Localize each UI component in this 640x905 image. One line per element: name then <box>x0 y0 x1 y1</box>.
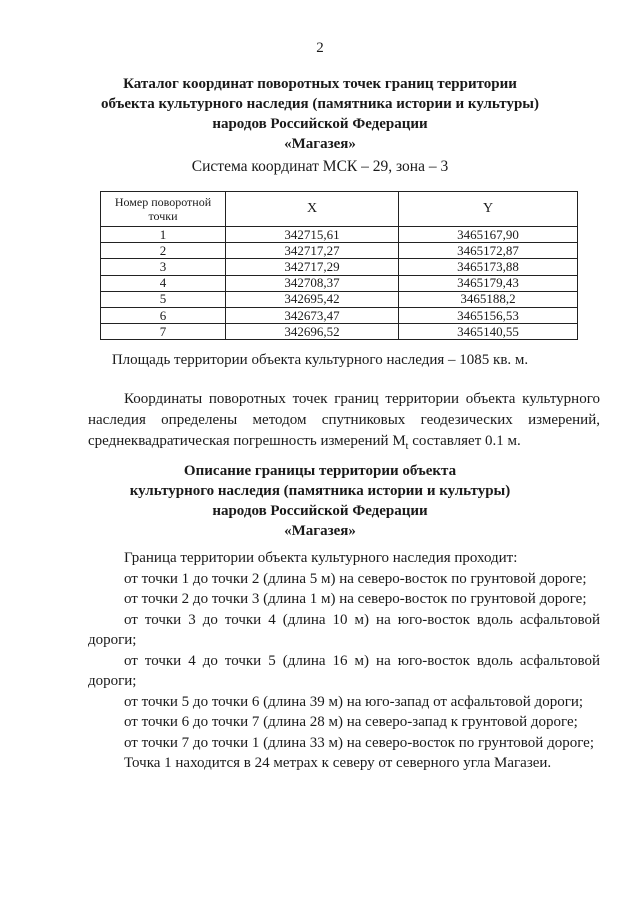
cell-x: 342717,29 <box>226 259 399 275</box>
description-line: от точки 5 до точки 6 (длина 39 м) на юго-запад от асфальтовой дороги; <box>124 693 584 710</box>
table-row <box>101 324 578 340</box>
catalog-title-line: «Магазея» <box>284 136 356 152</box>
accuracy-paragraph <box>88 389 600 457</box>
description-title-line: культурного наследия (памятника истории и культуры) <box>129 483 511 499</box>
description-line: от точки 6 до точки 7 (длина 28 м) на северо-запад к грунтовой дороге; <box>124 714 578 730</box>
description-title-line: «Магазея» <box>284 523 356 539</box>
cell-point: 1 <box>101 227 226 243</box>
table-row <box>101 275 578 291</box>
catalog-title-line: народов Российской Федерации <box>212 116 428 132</box>
coordinates-table <box>100 191 578 340</box>
cell-y: 3465173,88 <box>399 259 578 275</box>
catalog-title <box>0 74 640 154</box>
cell-y: 3465156,53 <box>399 307 578 323</box>
table-row <box>101 227 578 243</box>
cell-x: 342695,42 <box>226 291 399 307</box>
description-line: от точки 2 до точки 3 (длина 1 м) на северо-восток по грунтовой дороге; <box>124 591 587 607</box>
description-line: от точки 7 до точки 1 (длина 33 м) на северо-восток по грунтовой дороге; <box>124 734 594 751</box>
cell-point: 7 <box>101 324 226 340</box>
cell-point: 6 <box>101 307 226 323</box>
cell-y: 3465188,2 <box>399 291 578 307</box>
table-row <box>101 243 578 259</box>
description-line: Граница территории объекта культурного наследия проходит: <box>124 550 518 566</box>
description-title <box>0 461 640 541</box>
header-point-number: Номер поворотной точки <box>101 192 226 227</box>
cell-x: 342717,27 <box>226 243 399 259</box>
description-line: от точки 3 до точки 4 (длина 10 м) на юго-восток вдоль асфальтовой дороги; <box>88 611 600 648</box>
cell-x: 342715,61 <box>226 227 399 243</box>
cell-y: 3465179,43 <box>399 275 578 291</box>
accuracy-text-end: составляет 0.1 м. <box>408 433 521 449</box>
catalog-title-line: объекта культурного наследия (памятника истории и культуры) <box>100 96 539 112</box>
table-row <box>101 259 578 275</box>
header-y: Y <box>399 192 578 227</box>
cell-point: 5 <box>101 291 226 307</box>
cell-x: 342673,47 <box>226 307 399 323</box>
description-title-line: народов Российской Федерации <box>212 503 428 519</box>
boundary-description <box>88 548 600 774</box>
table-row <box>101 307 578 323</box>
cell-point: 4 <box>101 275 226 291</box>
cell-x: 342708,37 <box>226 275 399 291</box>
accuracy-subscript: t <box>405 441 409 452</box>
catalog-title-line: Каталог координат поворотных точек границ территории <box>123 76 517 92</box>
cell-point: 3 <box>101 259 226 275</box>
cell-point: 2 <box>101 243 226 259</box>
header-x: X <box>226 192 399 227</box>
description-line: Точка 1 находится в 24 метрах к северу от северного угла Магазеи. <box>124 755 552 771</box>
cell-y: 3465140,55 <box>399 324 578 340</box>
table-row <box>101 291 578 307</box>
description-title-line: Описание границы территории объекта <box>183 463 457 479</box>
cell-x: 342696,52 <box>226 324 399 340</box>
table-header-row <box>101 192 578 227</box>
description-line: от точки 4 до точки 5 (длина 16 м) на юго-восток вдоль асфальтовой дороги; <box>88 652 600 689</box>
page-number: 2 <box>316 40 324 56</box>
accuracy-text: Координаты поворотных точек границ территории объекта культурного наследия определены методом спутниковых геодезических измерений, среднеквадратическая погрешность измерений M <box>88 391 600 449</box>
cell-y: 3465172,87 <box>399 243 578 259</box>
coordinate-system: Система координат МСК – 29, зона – 3 <box>191 158 449 175</box>
area-statement: Площадь территории объекта культурного наследия – 1085 кв. м. <box>111 352 529 368</box>
cell-y: 3465167,90 <box>399 227 578 243</box>
description-line: от точки 1 до точки 2 (длина 5 м) на северо-восток по грунтовой дороге; <box>124 570 587 587</box>
